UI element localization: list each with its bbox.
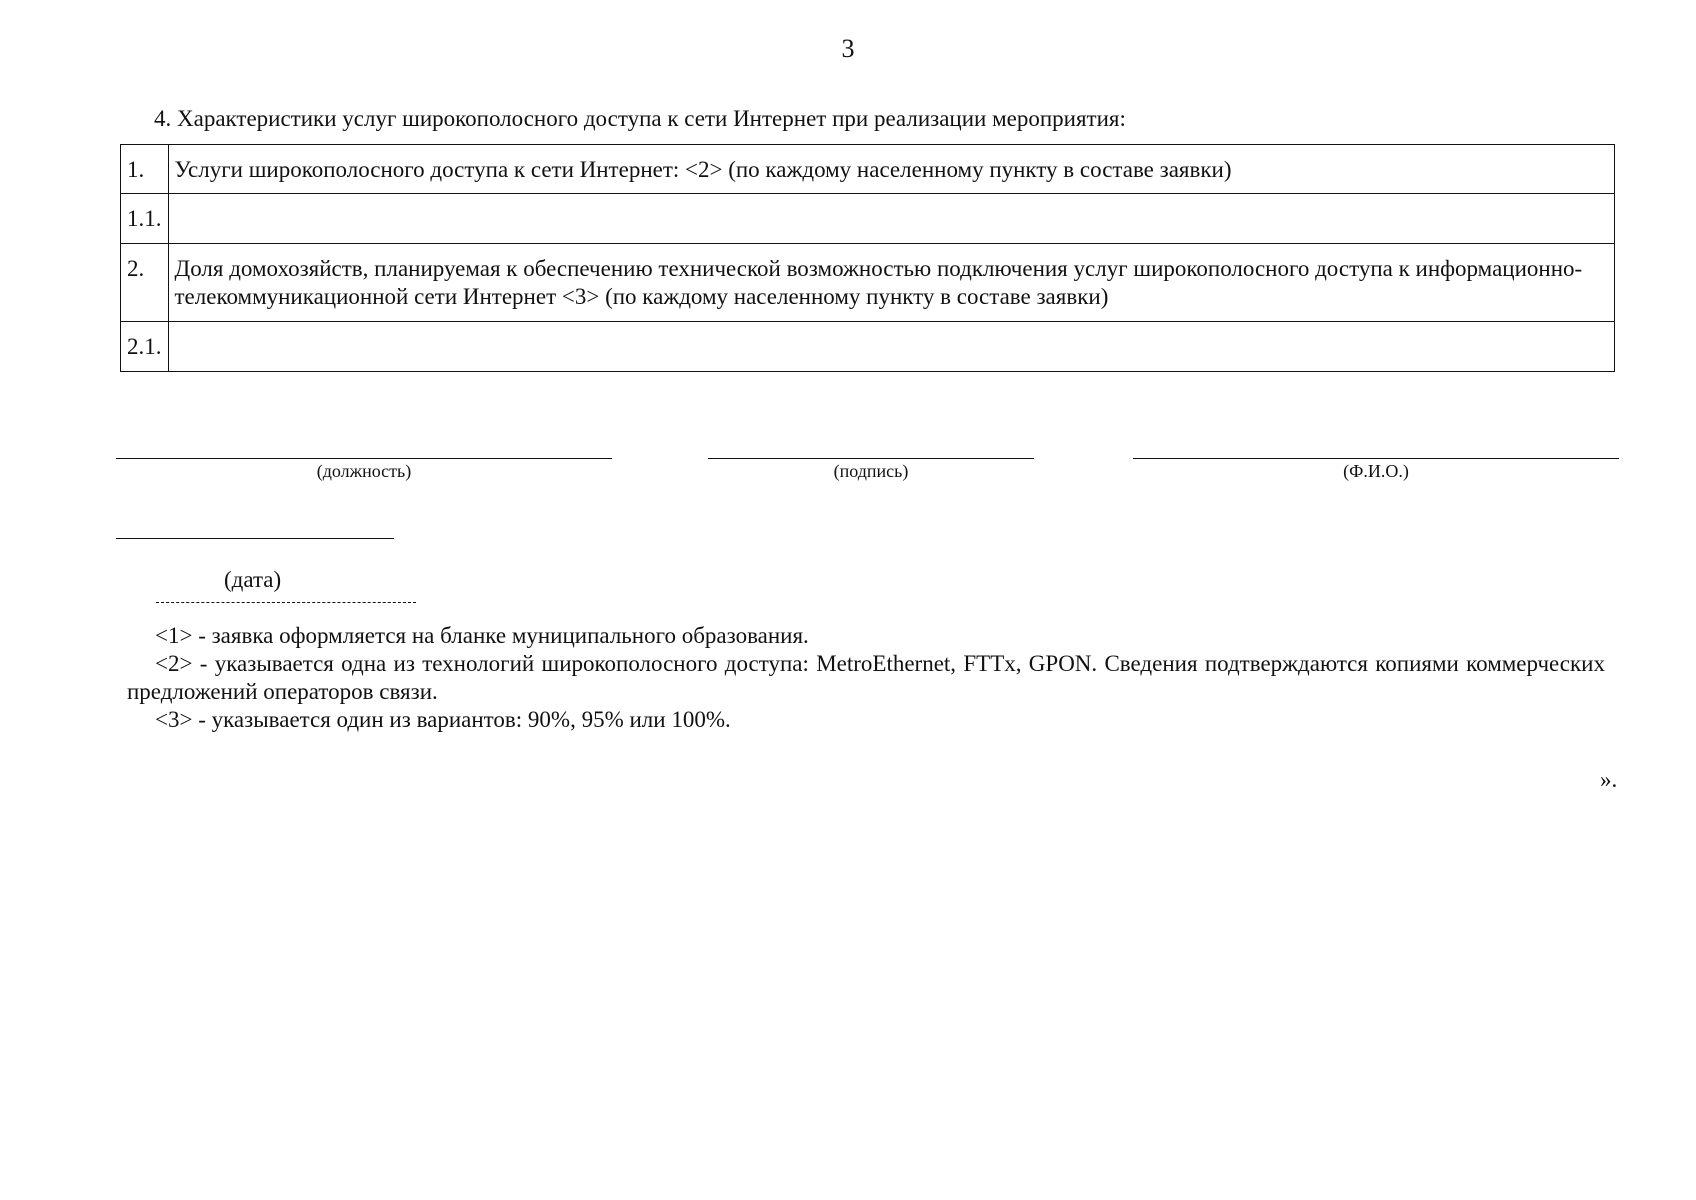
- footnote-separator: [156, 602, 416, 603]
- row-number: 2.1.: [121, 322, 169, 372]
- footnote: <2> - указывается одна из технологий широкополосного доступа: MetroEthernet, FTTx, GPON. Сведения подтверждаются копиями коммерческих предложений операторов связи.: [127, 651, 1605, 704]
- characteristics-table: [120, 144, 1615, 372]
- name-line: [1133, 458, 1619, 459]
- date-caption: (дата): [224, 567, 282, 592]
- table-row: [121, 194, 1615, 244]
- table-row: [121, 244, 1615, 322]
- footnote: <1> - заявка оформляется на бланке муниципального образования.: [155, 623, 809, 648]
- footnote: <3> - указывается один из вариантов: 90%, 95% или 100%.: [155, 707, 731, 732]
- closing-quote-mark: ».: [1600, 767, 1618, 792]
- row-number: 1.1.: [121, 194, 169, 244]
- signature-line: [708, 458, 1034, 459]
- row-number: 2.: [121, 244, 169, 322]
- position-line: [116, 458, 612, 459]
- page-number: 3: [841, 34, 855, 63]
- date-line: [116, 538, 394, 539]
- row-number: 1.: [121, 145, 169, 194]
- row-text: Доля домохозяйств, планируемая к обеспечению технической возможностью подключения услуг широкополосного доступа к информационно-телекоммуникационной сети Интернет <3> (по каждому населенному пункту в составе заявки): [168, 244, 1615, 322]
- row-text-empty: [168, 322, 1615, 372]
- section-heading: 4. Характеристики услуг широкополосного доступа к сети Интернет при реализации мероприятия:: [154, 106, 1126, 131]
- name-caption: (Ф.И.О.): [1343, 461, 1409, 481]
- footnotes: [127, 622, 1605, 734]
- table-row: [121, 145, 1615, 194]
- table-row: [121, 322, 1615, 372]
- row-text: Услуги широкополосного доступа к сети Интернет: <2> (по каждому населенному пункту в составе заявки): [168, 145, 1615, 194]
- signature-caption: (подпись): [833, 461, 909, 481]
- position-caption: (должность): [316, 461, 412, 481]
- row-text-empty: [168, 194, 1615, 244]
